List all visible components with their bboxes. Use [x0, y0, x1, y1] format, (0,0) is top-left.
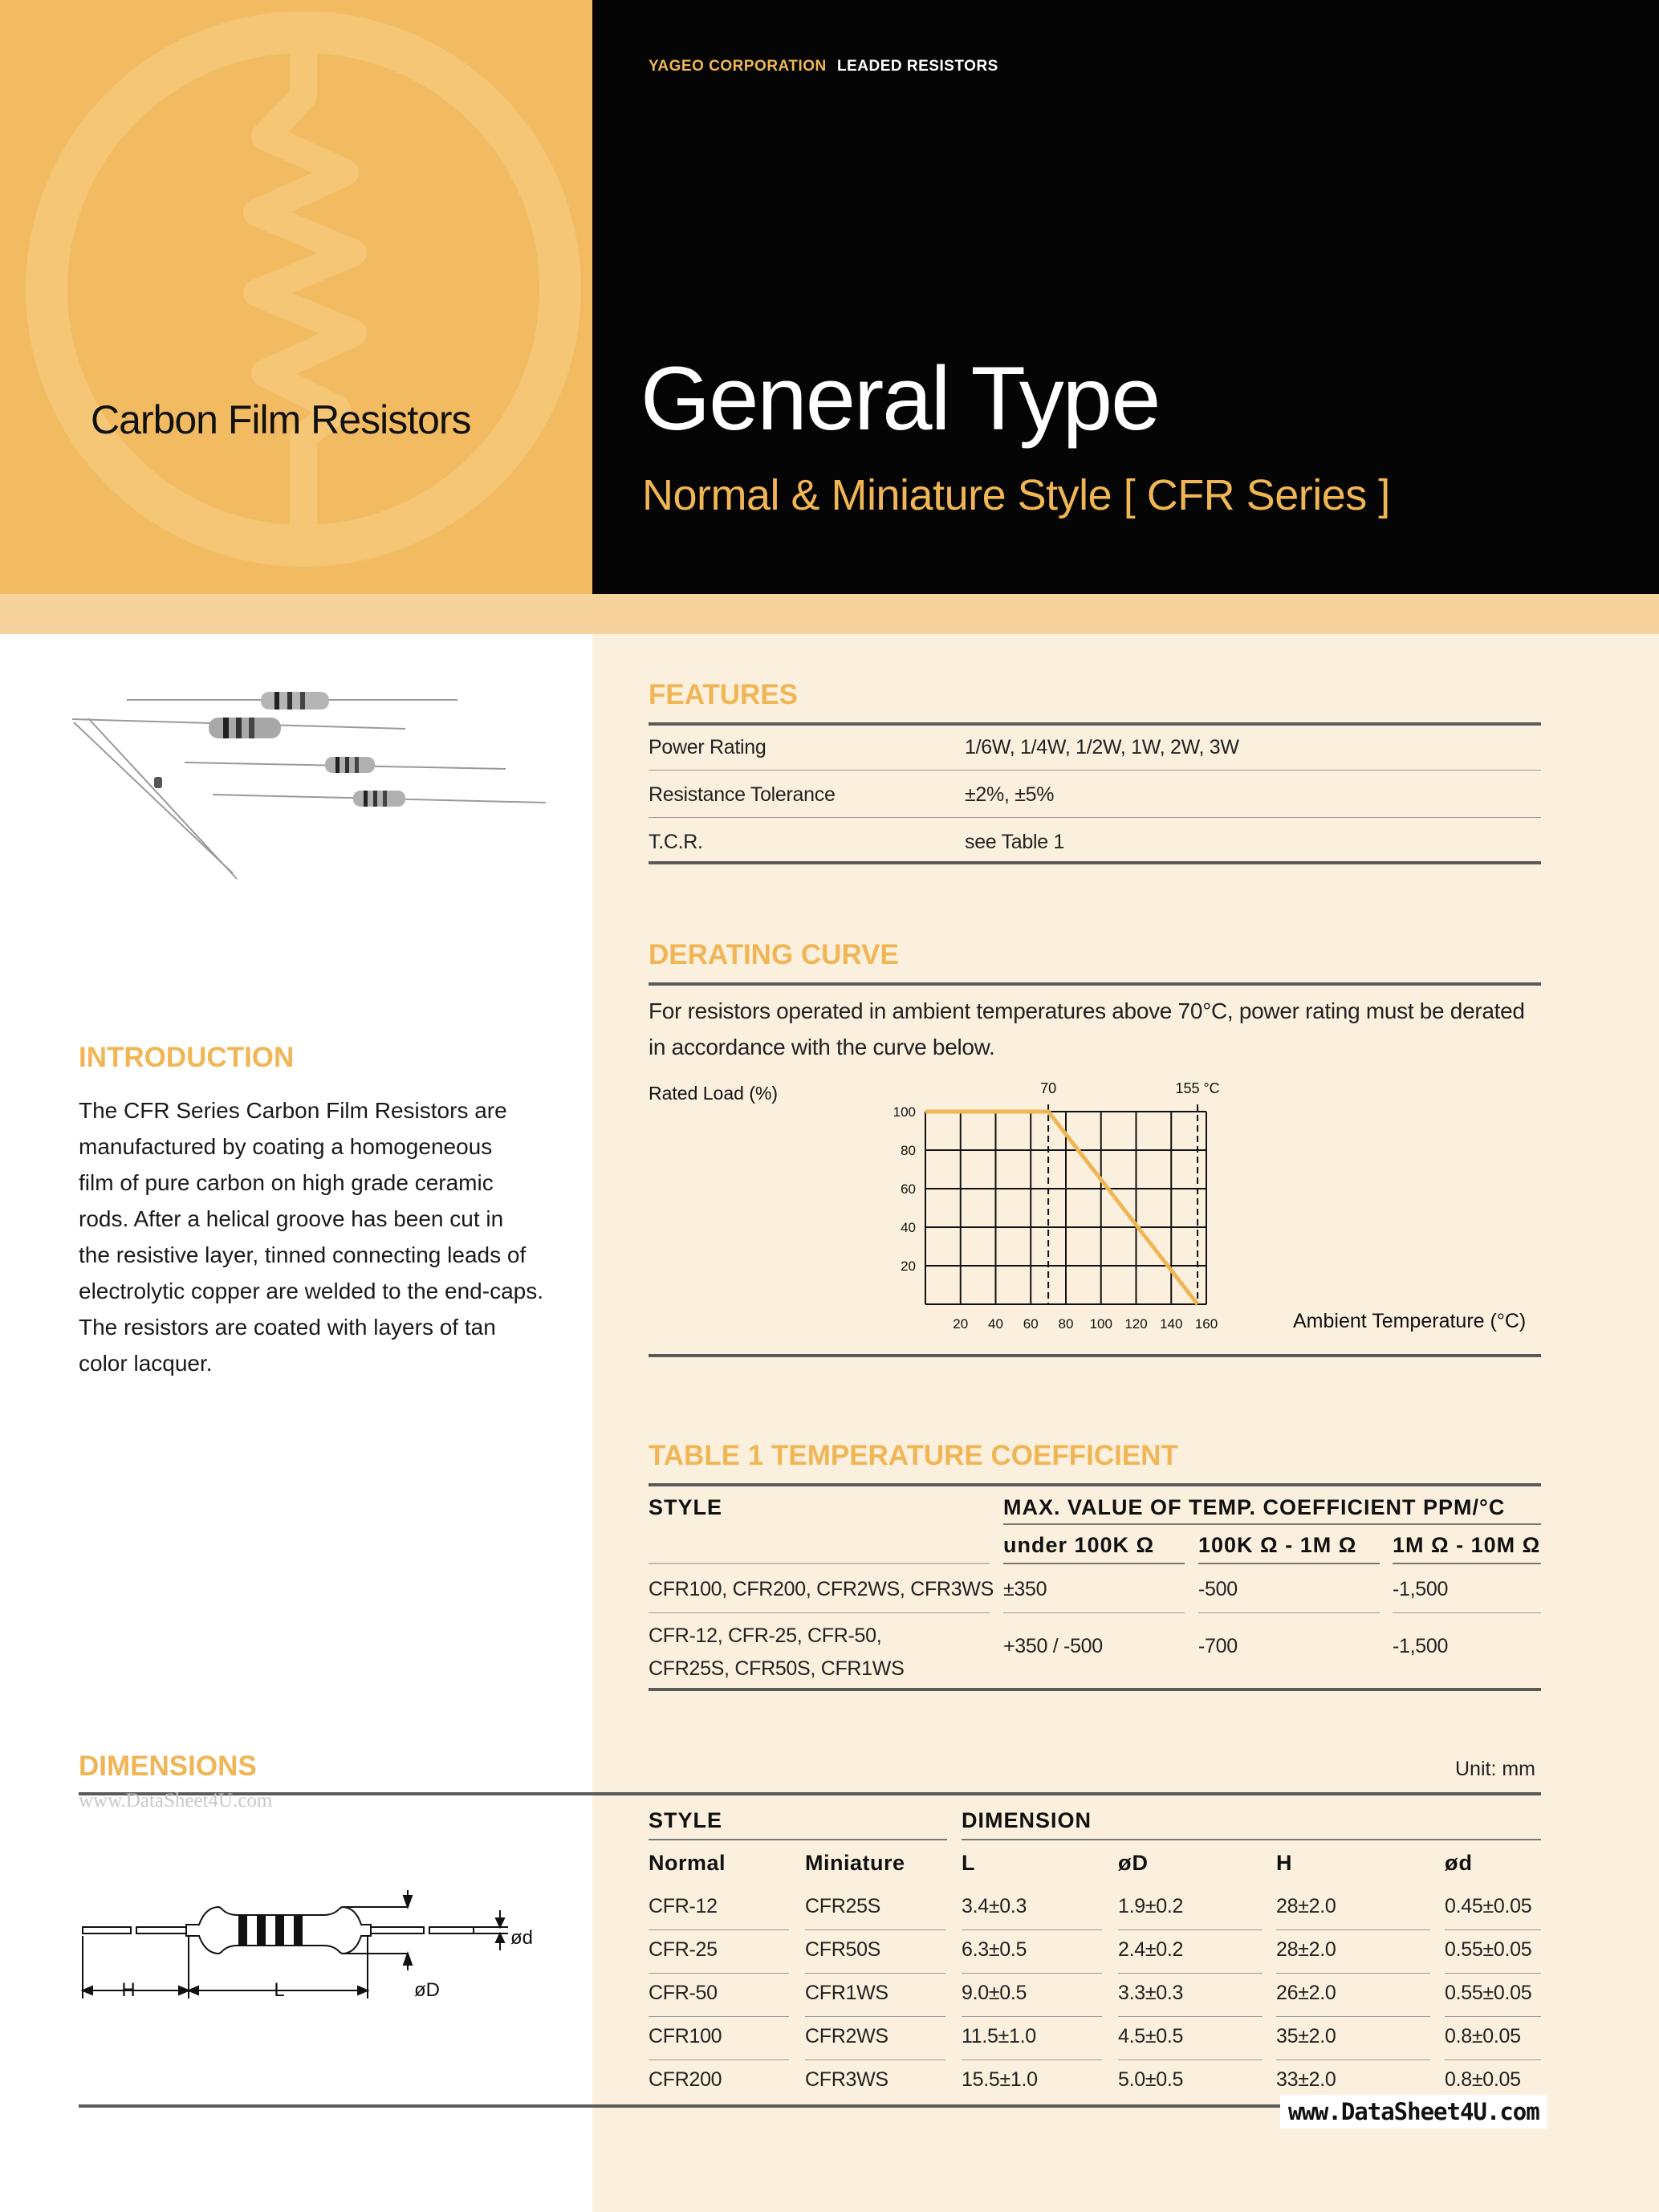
- dim-row-rule: [1445, 1973, 1541, 1974]
- features-row-rule: [649, 817, 1541, 818]
- dim-row-rule: [962, 1929, 1102, 1930]
- diagram-label-H: H: [121, 1979, 136, 2001]
- dim-cell: 0.45±0.05: [1445, 1895, 1532, 1917]
- dim-cell: 0.8±0.05: [1445, 2025, 1521, 2047]
- table1-row1-v2: -500: [1198, 1578, 1238, 1600]
- x-tick-label: 100: [1089, 1316, 1112, 1332]
- small-resistor-body: [154, 777, 162, 788]
- intro-line: manufactured by coating a homogeneous: [79, 1134, 493, 1159]
- table1-row-rule: [1393, 1612, 1541, 1613]
- dim-cell: 5.0±0.5: [1118, 2068, 1184, 2091]
- dim-header-rule: [649, 1839, 947, 1840]
- dim-cell: 9.0±0.5: [962, 1982, 1027, 2004]
- color-band-3: [275, 1915, 284, 1946]
- y-tick-label: 40: [901, 1220, 916, 1235]
- lead-left-outer: [83, 1927, 131, 1933]
- marker-155-label: 155 °C: [1175, 1080, 1220, 1096]
- table1-heading: TABLE 1 TEMPERATURE COEFFICIENT: [649, 1440, 1178, 1471]
- dim-row-rule: [962, 1973, 1102, 1974]
- x-tick-label: 60: [1023, 1316, 1039, 1332]
- y-tick-label: 60: [901, 1181, 916, 1197]
- features-bottom-rule: [649, 861, 1541, 864]
- chart-grid: [925, 1112, 1206, 1304]
- dim-dimension-header: DIMENSION: [962, 1808, 1092, 1832]
- resistor-body-4: [353, 791, 405, 807]
- table1-style-header: STYLE: [649, 1495, 723, 1519]
- dim-cell: 0.55±0.05: [1445, 1938, 1532, 1961]
- dim-row-rule: [649, 2016, 789, 2017]
- dim-cell: CFR3WS: [805, 2068, 888, 2091]
- dim-cell: CFR-12: [649, 1895, 718, 1917]
- dim-cell: 6.3±0.5: [962, 1938, 1027, 1961]
- table1-subheader-2: 100K Ω - 1M Ω: [1198, 1533, 1357, 1557]
- feature-value-tolerance: ±2%, ±5%: [965, 783, 1055, 806]
- dim-cell: 3.4±0.3: [962, 1895, 1027, 1917]
- dim-col-L: L: [962, 1851, 976, 1875]
- dim-cell: CFR1WS: [805, 1982, 888, 2004]
- chart-ylabel: Rated Load (%): [649, 1083, 779, 1104]
- dim-col-miniature: Miniature: [805, 1851, 905, 1875]
- table1-subheader-3: 1M Ω - 10M Ω: [1393, 1533, 1541, 1557]
- dim-col-H: H: [1276, 1851, 1293, 1875]
- dim-cell: 26±2.0: [1276, 1982, 1336, 2004]
- table1-row1-v3: -1,500: [1393, 1578, 1449, 1600]
- table1-row1-style: CFR100, CFR200, CFR2WS, CFR3WS: [649, 1578, 994, 1600]
- intro-line: color lacquer.: [79, 1351, 213, 1376]
- lead-left-inner: [136, 1927, 186, 1933]
- intro-line: The CFR Series Carbon Film Resistors are: [79, 1098, 507, 1123]
- table1-subheader-rule: [1393, 1563, 1541, 1564]
- introduction-heading: INTRODUCTION: [79, 1042, 295, 1073]
- feature-value-power: 1/6W, 1/4W, 1/2W, 1W, 2W, 3W: [965, 736, 1239, 758]
- chart-xlabel: Ambient Temperature (°C): [1293, 1310, 1527, 1332]
- table1-subheader-1: under 100K Ω: [1003, 1533, 1155, 1557]
- dim-row-rule: [805, 1973, 945, 1974]
- company-name: YAGEO CORPORATION: [649, 58, 827, 75]
- dim-row-rule: [649, 1929, 789, 1930]
- dim-cell: 2.4±0.2: [1118, 1938, 1184, 1961]
- dim-cell: 0.8±0.05: [1445, 2068, 1521, 2091]
- feature-label-tcr: T.C.R.: [649, 831, 703, 853]
- dim-cell: CFR-25: [649, 1938, 718, 1961]
- table1-row-rule: [649, 1612, 990, 1613]
- color-band-2: [257, 1915, 266, 1946]
- header-band: [0, 594, 1659, 634]
- color-band-4: [294, 1915, 303, 1946]
- dim-cell: CFR200: [649, 2068, 722, 2091]
- dim-cell: 0.55±0.05: [1445, 1982, 1532, 2004]
- y-tick-label: 100: [893, 1104, 916, 1120]
- dim-cell: CFR25S: [805, 1895, 881, 1917]
- dim-row-rule: [805, 2016, 945, 2017]
- resistor-body-1: [261, 692, 329, 710]
- dim-cell: 35±2.0: [1276, 2025, 1336, 2047]
- dim-cell: CFR50S: [805, 1938, 881, 1961]
- category-label: LEADED RESISTORS: [837, 58, 998, 75]
- dim-col-d: ød: [1445, 1851, 1473, 1875]
- features-heading: FEATURES: [649, 679, 799, 710]
- page-subtitle: Normal & Miniature Style [ CFR Series ]: [642, 471, 1390, 519]
- x-tick-label: 140: [1160, 1316, 1183, 1332]
- dim-row-rule: [962, 2016, 1102, 2017]
- resistor-body-3: [325, 757, 375, 773]
- watermark-top: www.DataSheet4U.com: [79, 1790, 273, 1811]
- dim-row-rule: [1276, 2016, 1430, 2017]
- dim-row-rule: [1445, 2016, 1541, 2017]
- intro-line: film of pure carbon on high grade ceramic: [79, 1170, 494, 1195]
- dim-row-rule: [805, 1929, 945, 1930]
- x-tick-label: 120: [1124, 1316, 1148, 1332]
- dim-cell: 11.5±1.0: [962, 2025, 1036, 2047]
- intro-line: electrolytic copper are welded to the end-caps.: [79, 1279, 543, 1303]
- dim-cell: CFR-50: [649, 1982, 718, 2004]
- resistor-dimension-diagram: [79, 1886, 560, 2007]
- header-left-panel: [0, 0, 592, 594]
- intro-line: rods. After a helical groove has been cut in: [79, 1206, 504, 1231]
- dim-cell: CFR100: [649, 2025, 722, 2047]
- table1-bottom-rule: [649, 1688, 1541, 1691]
- dim-header-rule: [962, 1839, 1541, 1840]
- features-top-rule: [649, 722, 1541, 726]
- diagram-label-L: L: [274, 1979, 285, 2001]
- dim-row-rule: [1445, 1929, 1541, 1930]
- product-line: Carbon Film Resistors: [91, 397, 471, 442]
- intro-line: the resistive layer, tinned connecting leads of: [79, 1242, 527, 1267]
- derating-chart: [835, 1076, 1236, 1332]
- footer-watermark: www.DataSheet4U.com: [1280, 2095, 1547, 2129]
- x-tick-label: 80: [1058, 1316, 1074, 1332]
- feature-label-tolerance: Resistance Tolerance: [649, 783, 836, 806]
- derating-top-rule: [649, 982, 1541, 986]
- dim-cell: 3.3±0.3: [1118, 1982, 1184, 2004]
- table1-row-rule: [1198, 1612, 1380, 1613]
- feature-value-tcr: see Table 1: [965, 831, 1065, 853]
- dim-cell: 1.9±0.2: [1118, 1895, 1184, 1917]
- features-row-rule: [649, 770, 1541, 771]
- table1-header-rule: [1003, 1523, 1541, 1525]
- marker-70-label: 70: [1040, 1080, 1057, 1096]
- table1-max-header: MAX. VALUE OF TEMP. COEFFICIENT PPM/°C: [1003, 1495, 1506, 1519]
- right-column-background: [592, 634, 1659, 2212]
- unit-label: Unit: mm: [1455, 1758, 1535, 1780]
- dim-cell: 33±2.0: [1276, 2068, 1336, 2091]
- table1-subheader-rule: [1198, 1563, 1380, 1564]
- derating-heading: DERATING CURVE: [649, 939, 899, 970]
- table1-subheader-rule: [649, 1563, 990, 1564]
- dim-cell: 15.5±1.0: [962, 2068, 1038, 2091]
- derating-text-line2: in accordance with the curve below.: [649, 1035, 995, 1059]
- table1-row2-style: CFR-12, CFR-25, CFR-50,: [649, 1624, 882, 1647]
- y-tick-label: 80: [901, 1143, 916, 1158]
- y-tick-label: 20: [901, 1258, 916, 1274]
- x-tick-label: 20: [953, 1316, 969, 1332]
- color-band-1: [238, 1915, 247, 1946]
- x-tick-label: 40: [988, 1316, 1003, 1332]
- table1-row1-v1: ±350: [1003, 1578, 1047, 1600]
- lead-right-outer: [429, 1927, 474, 1933]
- table1-row-rule: [1003, 1612, 1185, 1613]
- page-title: General Type: [640, 348, 1160, 449]
- table1-top-rule: [649, 1483, 1541, 1486]
- dim-row-rule: [1276, 1973, 1430, 1974]
- derating-text-line1: For resistors operated in ambient temperatures above 70°C, power rating must be derated: [649, 998, 1525, 1023]
- derating-bottom-rule: [649, 1354, 1541, 1357]
- dimensions-top-rule: [79, 1792, 1541, 1795]
- derating-curve-line: [925, 1112, 1197, 1304]
- table1-row2-v1: +350 / -500: [1003, 1635, 1103, 1657]
- dim-cell: 28±2.0: [1276, 1938, 1336, 1961]
- dim-row-rule: [1276, 1929, 1430, 1930]
- x-tick-label: 160: [1194, 1316, 1218, 1332]
- dim-col-normal: Normal: [649, 1851, 726, 1875]
- dim-col-D: øD: [1118, 1851, 1149, 1875]
- dim-cell: 4.5±0.5: [1118, 2025, 1184, 2047]
- diagram-label-D: øD: [414, 1979, 440, 2001]
- dim-row-rule: [1118, 1973, 1263, 1974]
- feature-label-power: Power Rating: [649, 736, 766, 758]
- table1-row2-style-cont: CFR25S, CFR50S, CFR1WS: [649, 1657, 905, 1680]
- table1-row2-v3: -1,500: [1393, 1635, 1449, 1657]
- intro-line: The resistors are coated with layers of tan: [79, 1315, 496, 1340]
- dim-row-rule: [649, 1973, 789, 1974]
- brand-ring-logo: [0, 0, 592, 594]
- lead-right-inner: [371, 1927, 424, 1933]
- dim-row-rule: [1118, 1929, 1263, 1930]
- table1-subheader-rule: [1003, 1563, 1185, 1564]
- dim-cell: CFR2WS: [805, 2025, 888, 2047]
- resistors-photo: [64, 674, 562, 899]
- dim-cell: 28±2.0: [1276, 1895, 1336, 1917]
- diagram-label-d: ød: [510, 1927, 534, 1949]
- resistor-body-2: [209, 718, 281, 738]
- dim-row-rule: [1118, 2016, 1263, 2017]
- dimensions-heading: DIMENSIONS: [79, 1750, 257, 1782]
- dim-style-header: STYLE: [649, 1808, 723, 1832]
- table1-row2-v2: -700: [1198, 1635, 1238, 1657]
